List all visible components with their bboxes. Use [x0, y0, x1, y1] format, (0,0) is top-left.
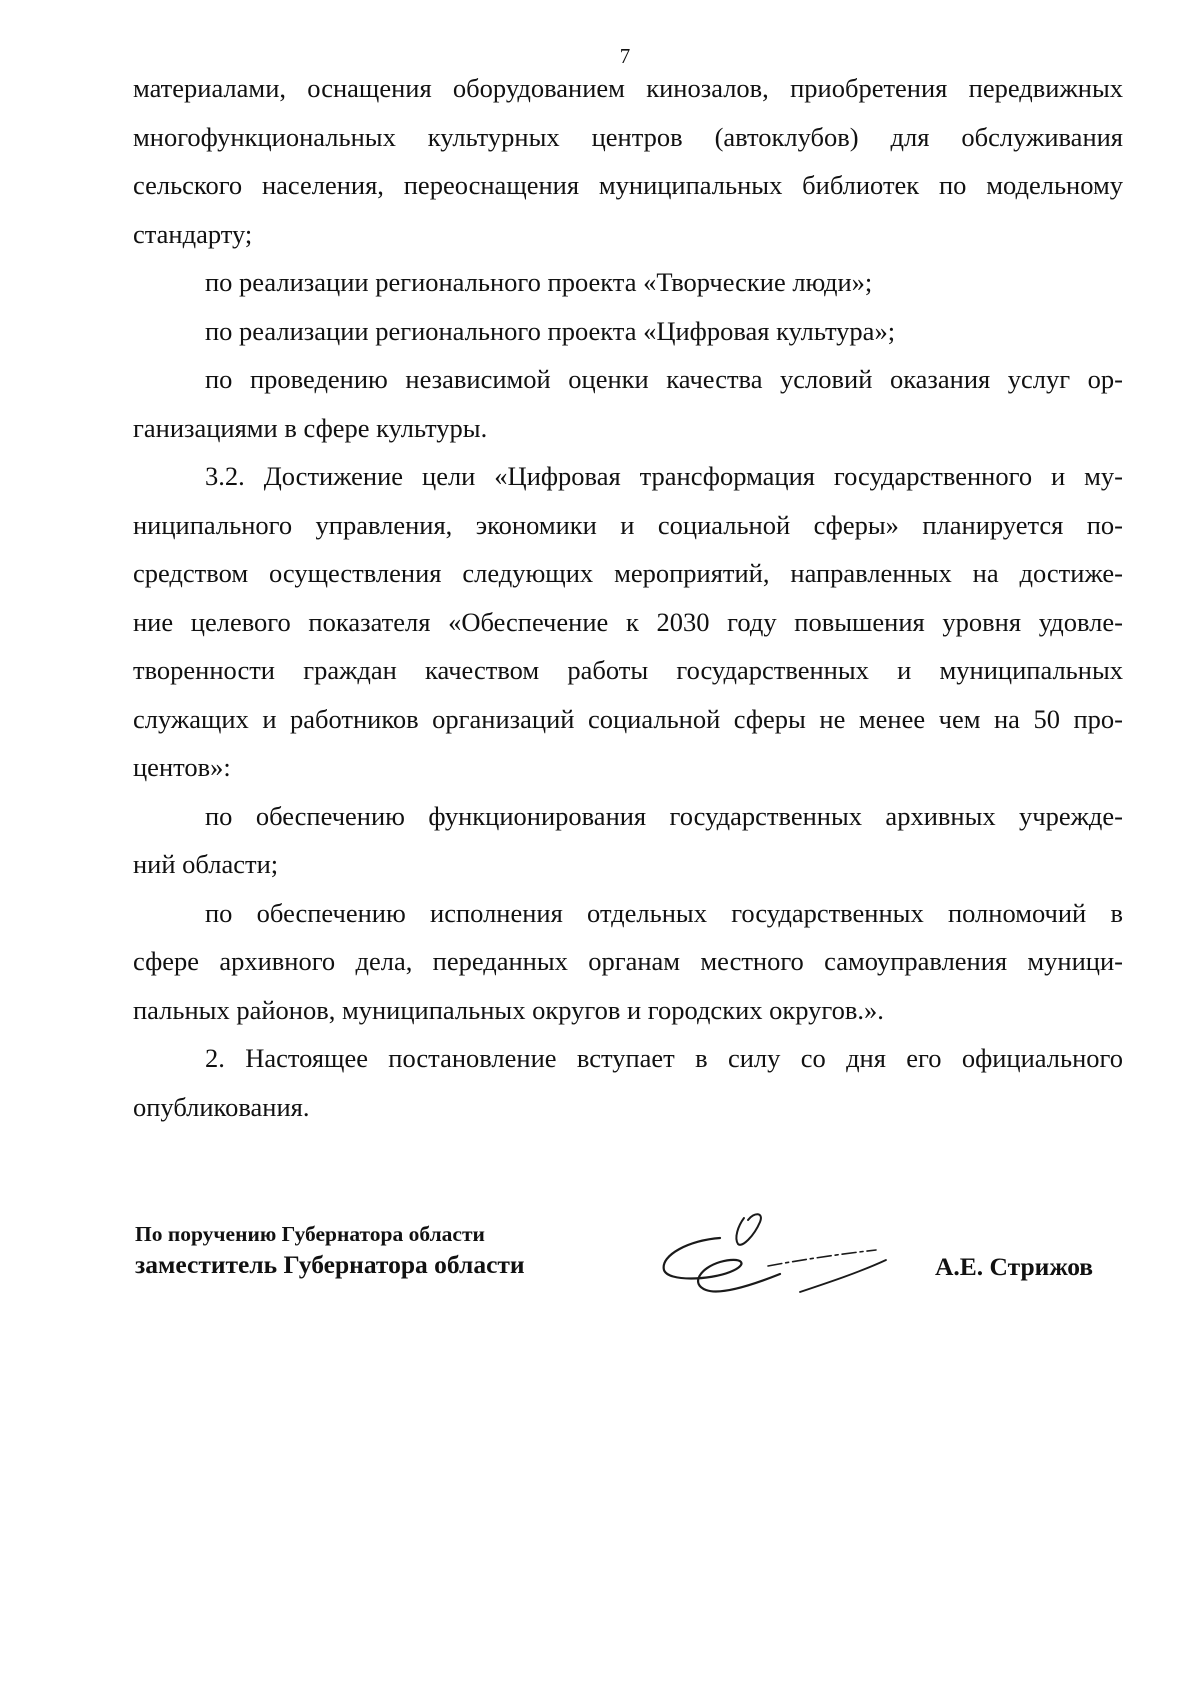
text-line: по проведению независимой оценки качества условий оказания услуг ор- — [205, 364, 1123, 394]
text-line: центов»: — [133, 752, 231, 782]
text-line: по реализации регионального проекта «Творческие люди»; — [205, 267, 873, 297]
signature-block — [135, 1222, 1125, 1302]
page-number: 7 — [619, 44, 631, 68]
text-line: сельского населения, переоснащения муниципальных библиотек по модельному — [133, 170, 1123, 200]
paragraph-1 — [133, 64, 1123, 258]
paragraph-8 — [133, 1034, 1123, 1131]
text-line: по обеспечению функционирования государственных архивных учрежде- — [205, 800, 1123, 831]
text-line: опубликования. — [133, 1091, 310, 1122]
text-line: сфере архивного дела, переданных органам местного самоуправления муници- — [133, 946, 1123, 976]
text-line: стандарту; — [133, 218, 253, 249]
text-line: 3.2. Достижение цели «Цифровая трансформация государственного и му- — [205, 461, 1123, 491]
text-line: 2. Настоящее постановление вступает в силу со дня его официального — [205, 1043, 1123, 1073]
paragraph-3 — [133, 307, 1123, 356]
text-line: творенности граждан качеством работы государственных и муниципальных — [133, 655, 1123, 685]
paragraph-5 — [133, 452, 1123, 792]
text-line: пальных районов, муниципальных округов и городских округов.». — [133, 994, 884, 1025]
text-line: по обеспечению исполнения отдельных государственных полномочий в — [205, 897, 1123, 928]
text-line: многофункциональных культурных центров (автоклубов) для обслуживания — [133, 121, 1123, 152]
text-line: служащих и работников организаций социальной сферы не менее чем на 50 про- — [133, 703, 1123, 734]
paragraph-6 — [133, 792, 1123, 889]
signatory-name: А.Е. Стрижов — [935, 1252, 1094, 1281]
text-line: ние целевого показателя «Обеспечение к 2030 году повышения уровня удовле- — [133, 606, 1123, 637]
signatory-title: заместитель Губернатора области — [135, 1250, 525, 1279]
paragraph-7 — [133, 889, 1123, 1035]
text-line: ниципального управления, экономики и социальной сферы» планируется по- — [133, 509, 1123, 540]
paragraph-4 — [133, 355, 1123, 452]
handwritten-signature-icon — [650, 1200, 910, 1300]
text-line: средством осуществления следующих мероприятий, направленных на достиже- — [133, 558, 1123, 588]
text-line: по реализации регионального проекта «Цифровая культура»; — [205, 315, 896, 346]
document-body — [133, 64, 1123, 1131]
text-line: ганизациями в сфере культуры. — [133, 412, 488, 443]
text-line: материалами, оснащения оборудованием кинозалов, приобретения передвижных — [133, 73, 1123, 103]
signatory-authority: По поручению Губернатора области — [135, 1222, 485, 1246]
text-line: ний области; — [133, 849, 279, 879]
paragraph-2 — [133, 258, 1123, 307]
